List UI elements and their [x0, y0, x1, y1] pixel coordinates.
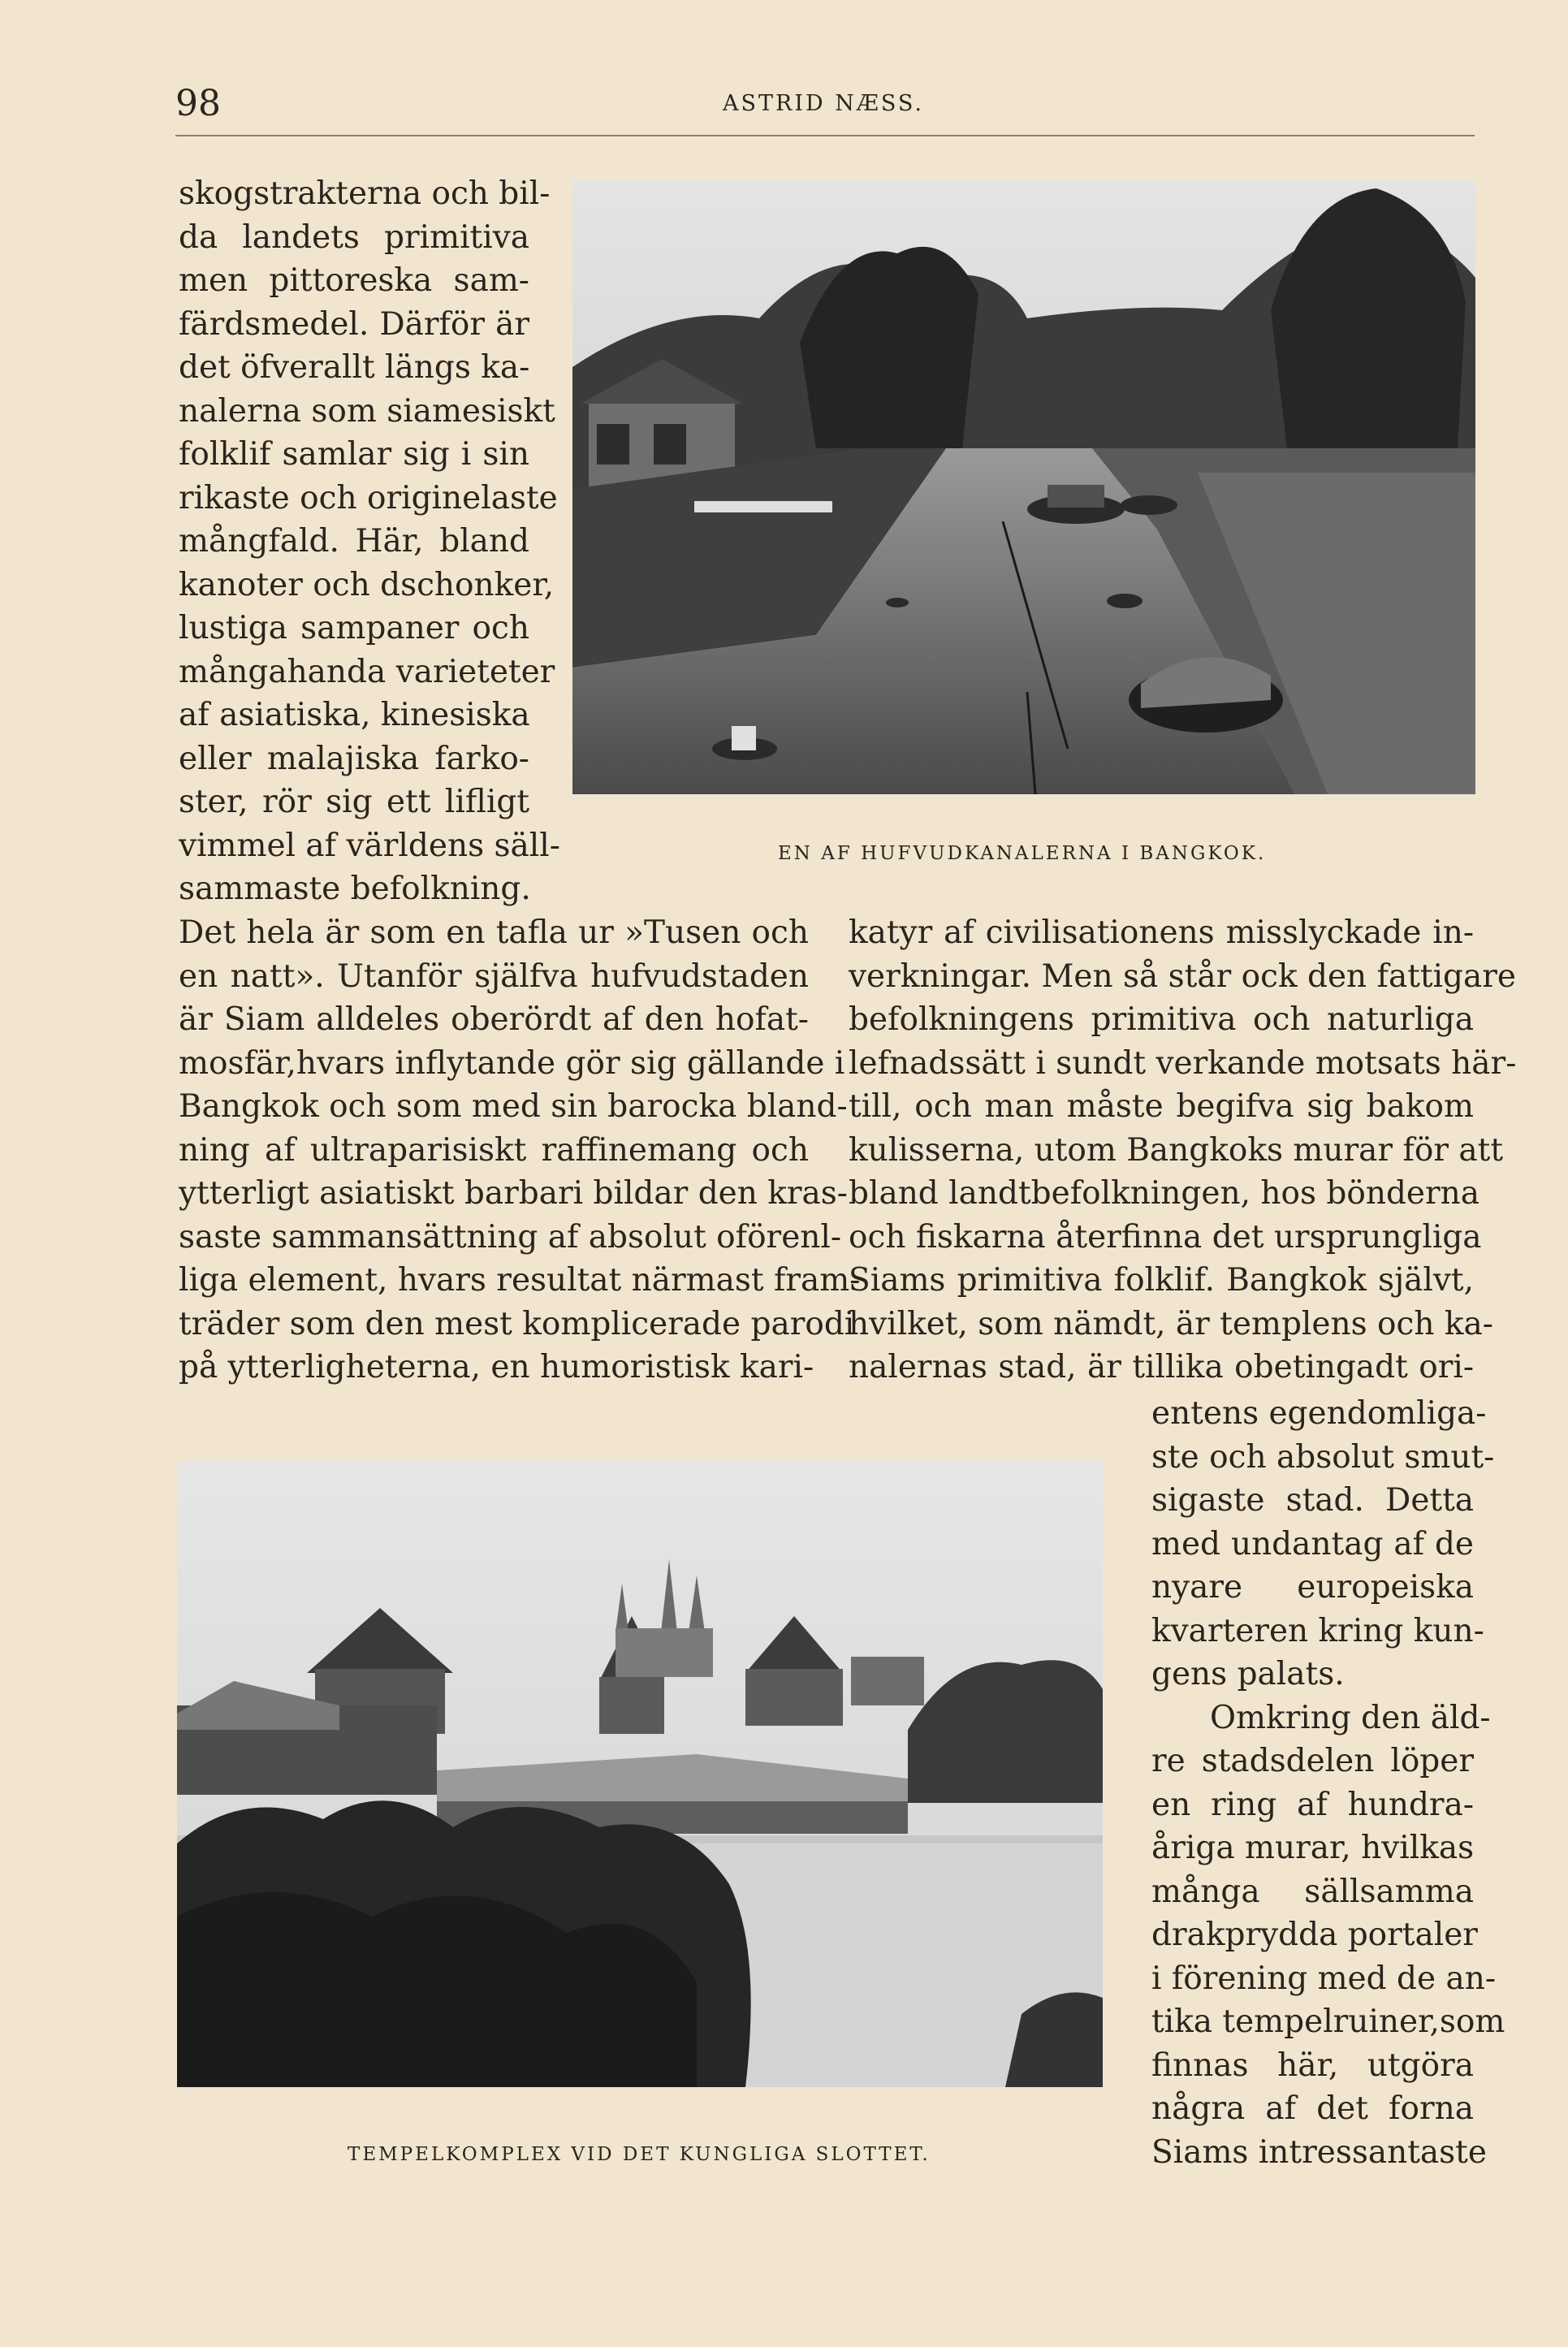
text-line: rikaste och originelaste: [179, 479, 558, 517]
text-line: bland landtbefolkningen, hos bönderna: [849, 1175, 1480, 1212]
text-line: men pittoreska sam-: [179, 262, 529, 299]
text-line: till, och man måste begifva sig bakom: [849, 1088, 1474, 1125]
text-line: lefnadssätt i sundt verkande motsats här-: [849, 1044, 1517, 1082]
text-line: katyr af civilisationens misslyckade in-: [849, 914, 1474, 951]
temple-photo-image: [177, 1462, 1103, 2087]
text-line: Bangkok och som med sin barocka bland-: [179, 1088, 848, 1125]
text-line: kanoter och dschonker,: [179, 566, 555, 603]
text-line: vimmel af världens säll-: [179, 827, 560, 864]
text-line: Siams primitiva folklif. Bangkok självt,: [849, 1262, 1474, 1299]
text-line: tika tempelruiner,som: [1151, 2003, 1505, 2040]
text-line: sammaste befolkning.: [179, 871, 531, 907]
canal-photo-image: [572, 180, 1475, 794]
text-line: Det hela är som en tafla ur »Tusen och: [179, 914, 809, 951]
text-line: mångahanda varieteter: [179, 653, 555, 690]
text-line: på ytterligheterna, en humoristisk kari-: [179, 1349, 814, 1385]
text-line: entens egendomliga-: [1151, 1395, 1487, 1432]
text-line: nalerna som siamesiskt: [179, 392, 555, 430]
text-line: och fiskarna återfinna det ursprungliga: [849, 1218, 1482, 1256]
text-line: Siams intressantaste: [1151, 2133, 1487, 2171]
text-line: färdsmedel. Därför är: [179, 305, 529, 343]
canal-photo-caption: EN AF HUFVUDKANALERNA I BANGKOK.: [778, 843, 1267, 864]
text-line: gens palats.: [1151, 1656, 1345, 1692]
canal-photo: [572, 180, 1475, 794]
temple-photo-caption: TEMPELKOMPLEX VID DET KUNGLIGA SLOTTET.: [348, 2144, 931, 2165]
text-line: eller malajiska farko-: [179, 740, 529, 777]
text-line: befolkningens primitiva och naturliga: [849, 1001, 1474, 1038]
text-line: med undantag af de: [1151, 1525, 1474, 1563]
text-line: en natt». Utanför själfva hufvudstaden: [179, 957, 809, 995]
text-line: liga element, hvars resultat närmast fram-: [179, 1262, 861, 1299]
text-line: kvarteren kring kun-: [1151, 1612, 1484, 1649]
text-line: det öfverallt längs ka-: [179, 349, 530, 386]
text-line: ste och absolut smut-: [1151, 1438, 1495, 1476]
text-line: saste sammansättning af absolut oförenl-: [179, 1218, 842, 1256]
text-line: skogstrakterna och bil-: [179, 175, 551, 212]
text-line: mosfär,hvars inflytande gör sig gällande i: [179, 1044, 845, 1082]
text-line: några af det forna: [1151, 2090, 1474, 2127]
running-head: ASTRID NÆSS.: [723, 91, 925, 116]
text-column-top: [179, 172, 560, 911]
text-line: finnas här, utgöra: [1151, 2047, 1474, 2084]
text-line: åriga murar, hvilkas: [1151, 1830, 1475, 1866]
text-column-left: [179, 911, 861, 1390]
text-line: ytterligt asiatiskt barbari bildar den kras-: [179, 1175, 848, 1212]
text-line: folklif samlar sig i sin: [179, 436, 529, 473]
text-line: en ring af hundra-: [1151, 1786, 1474, 1823]
text-line: nalernas stad, är tillika obetingadt ori-: [849, 1349, 1474, 1385]
text-line: mångfald. Här, bland: [179, 523, 529, 560]
text-line: ster, rör sig ett lifligt: [179, 784, 529, 820]
text-line: verkningar. Men så står ock den fattigare: [849, 957, 1516, 995]
text-line: hvilket, som nämdt, är templens och ka-: [849, 1305, 1493, 1342]
header-rule: [175, 135, 1475, 136]
page-number: 98: [175, 83, 221, 124]
text-line: af asiatiska, kinesiska: [179, 697, 530, 733]
text-line: Omkring den äld-: [1210, 1699, 1491, 1736]
text-line: da landets primitiva: [179, 218, 529, 256]
text-line: drakprydda portaler: [1151, 1917, 1478, 1953]
text-line: nyare europeiska: [1151, 1569, 1474, 1606]
text-line: i förening med de an-: [1151, 1960, 1496, 1997]
text-line: träder som den mest komplicerade parodi: [179, 1305, 855, 1342]
text-column-narrow: [1151, 1392, 1505, 2174]
text-line: re stadsdelen löper: [1151, 1743, 1474, 1779]
text-line: kulisserna, utom Bangkoks murar för att: [849, 1131, 1503, 1169]
text-line: lustiga sampaner och: [179, 610, 529, 646]
text-line: är Siam alldeles oberördt af den hofat-: [179, 1001, 809, 1038]
text-column-right: [849, 911, 1517, 1390]
text-line: ning af ultraparisiskt raffinemang och: [179, 1131, 809, 1169]
text-line: sigaste stad. Detta: [1151, 1482, 1474, 1519]
text-line: många sällsamma: [1151, 1873, 1474, 1910]
temple-photo: [177, 1462, 1103, 2087]
